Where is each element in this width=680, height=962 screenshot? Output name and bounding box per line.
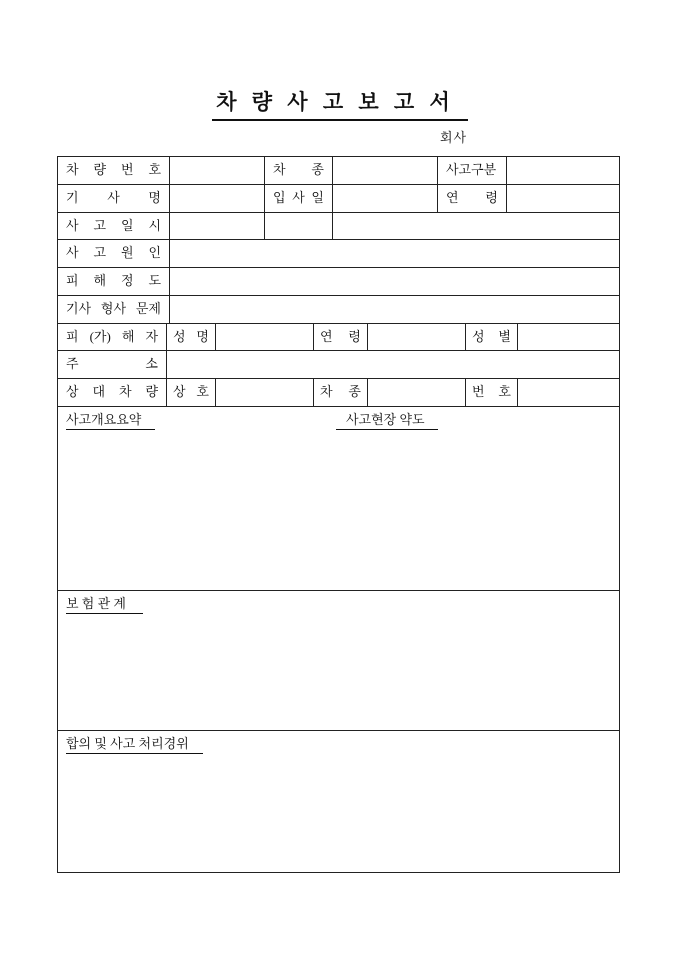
accident-summary-heading: 사고개요요약	[66, 412, 155, 430]
victim-label: 피 (가) 해 자	[58, 324, 167, 351]
victim-name-label: 성 명	[167, 324, 216, 351]
other-vehicle-label: 상 대 차 량	[58, 379, 167, 406]
form-field-rows	[58, 157, 619, 407]
row-victim	[58, 324, 619, 352]
damage-degree-value	[170, 268, 619, 295]
accident-class-label: 사고구분	[438, 157, 507, 184]
row-other-vehicle	[58, 379, 619, 407]
vehicle-type-value	[333, 157, 438, 184]
accident-cause-value	[170, 240, 619, 267]
vehicle-type-label: 차 종	[265, 157, 333, 184]
victim-name-value	[216, 324, 314, 351]
criminal-issue-label: 기사 형사 문제	[58, 296, 170, 323]
section-settlement	[58, 731, 619, 874]
row-driver	[58, 185, 619, 213]
victim-age-value	[368, 324, 466, 351]
company-label: 회사	[440, 130, 468, 145]
other-company-value	[216, 379, 314, 406]
other-company-label: 상 호	[167, 379, 216, 406]
other-vehicle-type-label: 차 종	[314, 379, 368, 406]
page-title-row	[0, 86, 680, 121]
insurance-heading: 보 험 관 계	[66, 596, 143, 614]
hire-date-label: 입 사 일	[265, 185, 333, 212]
row-accident-datetime	[58, 213, 619, 241]
section-accident-summary	[58, 407, 619, 591]
other-vehicle-type-value	[368, 379, 466, 406]
driver-name-label: 기 사 명	[58, 185, 170, 212]
accident-datetime-value-3	[333, 213, 619, 240]
row-damage-degree	[58, 268, 619, 296]
victim-sex-label: 성 별	[466, 324, 518, 351]
section-insurance	[58, 591, 619, 731]
row-vehicle	[58, 157, 619, 185]
address-label: 주 소	[58, 351, 167, 378]
address-value	[167, 351, 619, 378]
row-address	[58, 351, 619, 379]
vehicle-number-label: 차 량 번 호	[58, 157, 170, 184]
accident-cause-label: 사 고 원 인	[58, 240, 170, 267]
accident-class-value	[507, 157, 619, 184]
accident-datetime-value-1	[170, 213, 265, 240]
accident-report-form	[57, 156, 620, 873]
driver-age-label: 연 령	[438, 185, 507, 212]
row-criminal-issue	[58, 296, 619, 324]
other-vehicle-number-value	[518, 379, 619, 406]
driver-age-value	[507, 185, 619, 212]
accident-datetime-value-2	[265, 213, 333, 240]
other-vehicle-number-label: 번 호	[466, 379, 518, 406]
criminal-issue-value	[170, 296, 619, 323]
page-title: 차 량 사 고 보 고 서	[212, 86, 468, 121]
driver-name-value	[170, 185, 265, 212]
row-accident-cause	[58, 240, 619, 268]
hire-date-value	[333, 185, 438, 212]
damage-degree-label: 피 해 정 도	[58, 268, 170, 295]
settlement-heading: 합의 및 사고 처리경위	[66, 736, 203, 754]
accident-datetime-label: 사 고 일 시	[58, 213, 170, 240]
scene-sketch-heading: 사고현장 약도	[336, 412, 438, 430]
victim-age-label: 연 령	[314, 324, 368, 351]
victim-sex-value	[518, 324, 619, 351]
vehicle-number-value	[170, 157, 265, 184]
